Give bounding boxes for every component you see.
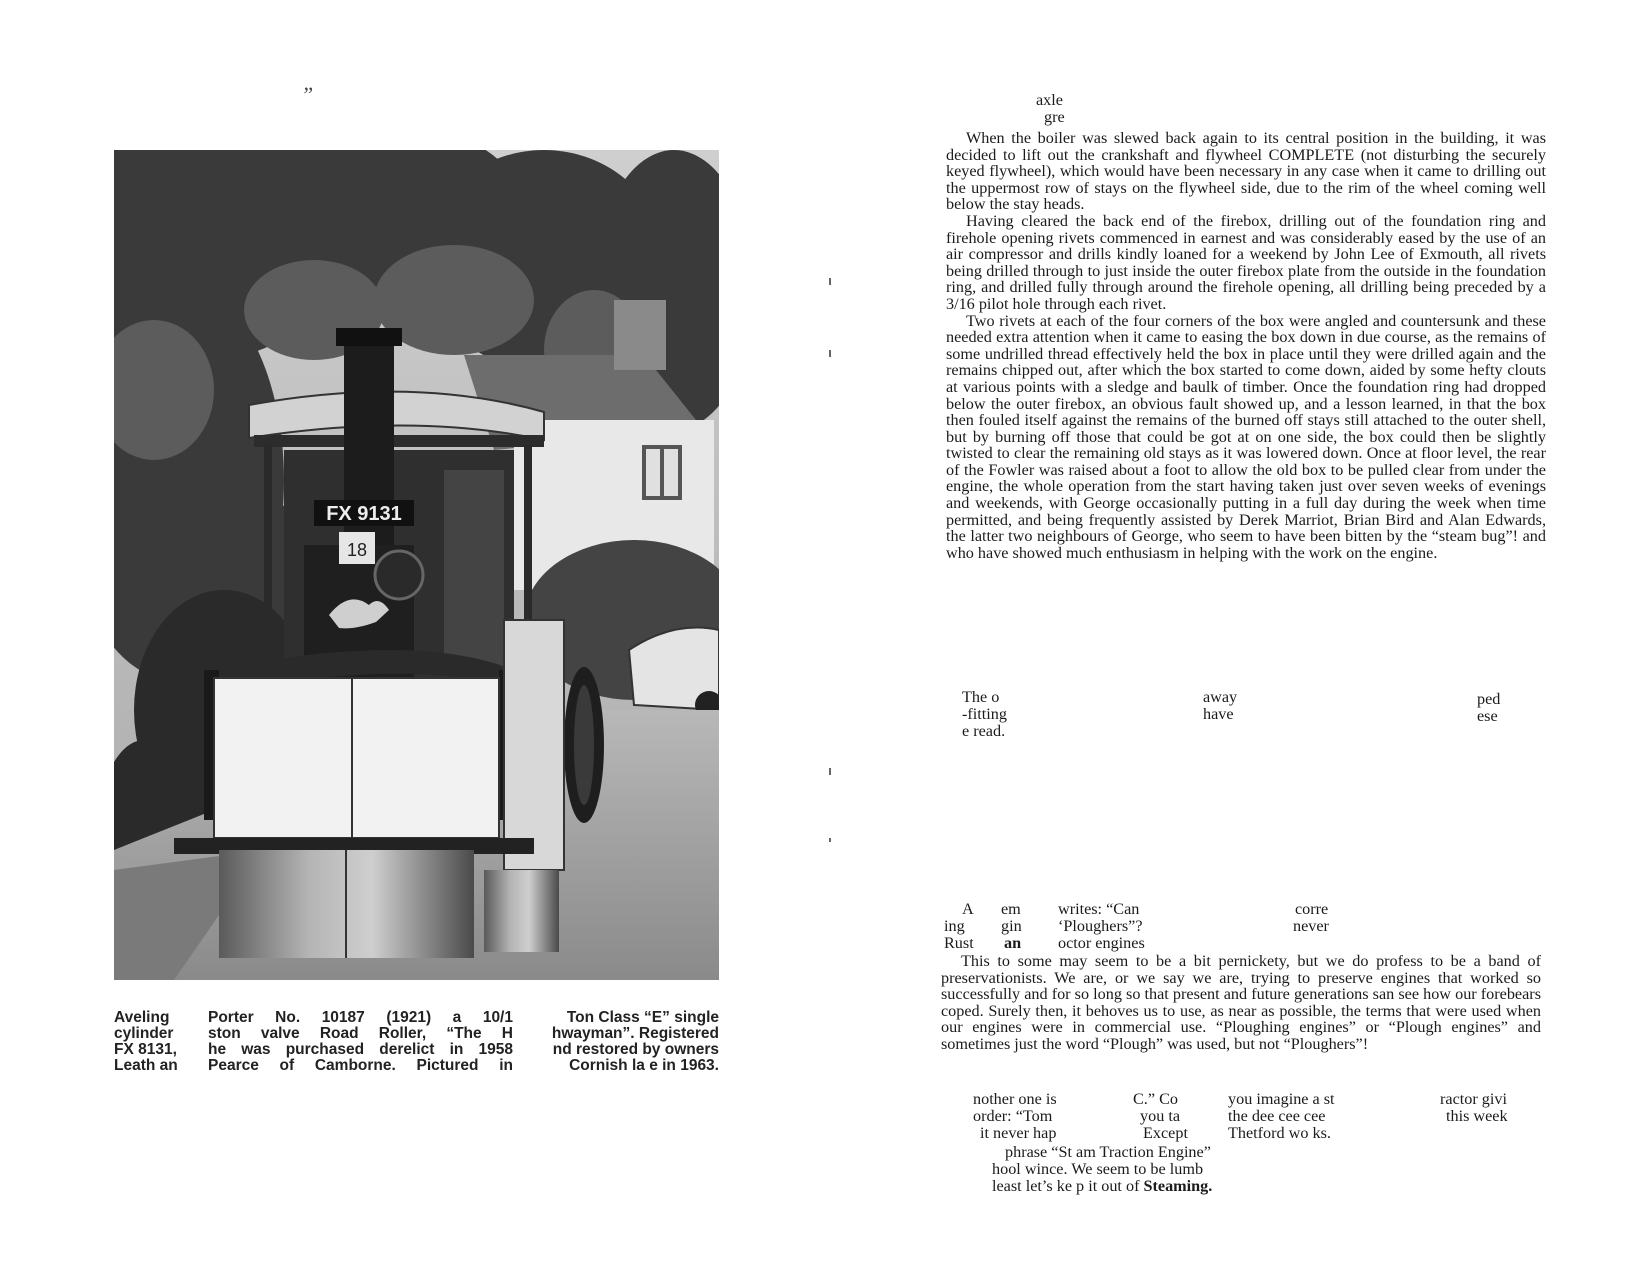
gutter-speck [829,768,831,775]
fragment: ped [1477,690,1501,708]
fragment: never [1293,917,1329,935]
gutter-speck [829,350,831,357]
caption-line [114,1058,719,1074]
paragraph-1: When the boiler was slewed back again to its central position in the building, it was decided to lift out the crankshaft and flywheel COMPLETE (not disturbing the securely keyed flywheel), which would have been necessary in any case when it came to drilling out the uppermost row of stays on the flywheel side, due to the rim of the wheel coming well below the stay heads. [946,129,1546,214]
fragment: A [962,900,974,918]
caption-fragment: Cornish la e in 1963. [569,1057,719,1074]
lower-paragraph: This to some may seem to be a bit pernickety, but we do profess to be a band of preservationists. We are, or we say we are, trying to preserve engines that worked so successfully and for so long so that present and future generations san see how our forebears coped. Surely then, it behoves us to use, as near as possible, the terms that were used when our engines were in commercial use. “Ploughing engines” or “Plough engines” and sometimes just the word “Plough” was used, but not “Ploughers”! [941,952,1541,1053]
caption-line [114,1042,719,1058]
fragment: e read. [962,722,1006,740]
magazine-title: Steaming. [1143,1177,1213,1195]
fragment: gin [1001,917,1022,935]
fragment: hool wince. We seem to be lumb [992,1160,1204,1178]
fragment: it never hap [980,1124,1057,1142]
caption-fragment: Leath an [114,1057,178,1074]
paragraph-2: Having cleared the back end of the firebox, drilling out of the foundation ring and firehole opening rivets commenced in earnest and was considerably eased by the use of an air compressor and drills kindly loaned for a weekend by John Lee of Exmouth, all rivets being drilled through to just inside the outer firebox plate from the outside in the foundation ring, and drilled fully through around the firehole opening, all drilling being preceded by a 3/16 pilot hole through each rivet. [946,211,1546,313]
fragment: ‘Ploughers”? [1058,917,1143,935]
lower-article-body [941,953,1541,1053]
fragment: corre [1295,900,1329,918]
fragment: ractor givi [1440,1090,1507,1108]
fragment: least let’s ke p it out of [992,1177,1144,1195]
caption-fragment: he was purchased derelict in 1958 [208,1041,513,1058]
fragment: octor engines [1058,934,1145,952]
number-badge: 18 [346,540,368,560]
fragment: ese [1477,707,1498,725]
fragment: Except [1143,1124,1188,1142]
fragment: have [1203,705,1234,723]
paragraph-3: Two rivets at each of the four corners of the box were angled and countersunk and these needed extra attention when it came to easing the box down in due course, as the remains of some undrilled thread effectively held the box in place until they were drilled again and the remains chipped out, after which the box started to come down, aided by some hefty clouts at various points with a sledge and baulk of timber. Once the foundation ring had dropped below the outer firebox, an obvious fault showed up, and a lesson learned, in that the box then fouled itself against the remains of the burned off stays still attached to the outer shell, but by burning off those that could be got at on one side, the box could then be slightly twisted to clear the remaining old stays as it was lowered down. Once at floor level, the rear of the Fowler was raised about a foot to allow the old box to be pulled clear from under the engine, the whole operation from the start having taken just over seven weeks of evenings and weekends, with George occasionally putting in a full day during the week when time permitted, and being frequently assisted by Derek Marriot, Brian Bird and Alan Edwards, the latter two neighbours of George, who seem to have been bitten by the “steam bug”! and who have showed much enthusiasm in helping with the work on the engine. [946,311,1546,562]
article-body [946,130,1546,561]
caption-fragment: FX 8131, [114,1041,177,1058]
caption-line [114,1026,719,1042]
fragment: an [1004,934,1022,952]
fragment: you imagine a st [1228,1090,1335,1108]
fragment: The o [962,688,1000,706]
fragment: em [1001,900,1021,918]
gutter-speck [829,278,831,285]
fragment: you ta [1140,1107,1181,1125]
road-roller-illustration [114,150,719,980]
fragment: -fitting [962,705,1007,723]
fragment: nother one is [973,1090,1057,1108]
caption-fragment: nd restored by owners [552,1041,719,1058]
caption-line [114,1010,719,1026]
fragment: Rust [944,934,974,952]
fragment-last-line [992,1178,1212,1195]
fragment: writes: “Can [1058,900,1140,918]
fragment: away [1203,688,1238,706]
fragment-axle: axle [1036,91,1063,109]
stray-quote-mark: ” [301,82,314,107]
caption-fragment: ston valve Road Roller, “The H [208,1025,513,1042]
fragment: phrase “St am Traction Engine” [1005,1143,1211,1161]
fragment: order: “Tom [973,1107,1053,1125]
caption-fragment: Pearce of Camborne. Pictured in [208,1057,513,1074]
fragment: this week [1446,1107,1508,1125]
gutter-speck [829,838,831,842]
caption-fragment: Aveling [114,1009,170,1026]
fragment: Thetford wo ks. [1228,1124,1331,1142]
caption-fragment: hwayman”. Registered [551,1025,719,1042]
caption-fragment: Porter No. 10187 (1921) a 10/1 [208,1009,513,1026]
registration-plate: FX 9131 [326,503,402,525]
fragment-gre: gre [1044,108,1065,126]
photo-caption [114,1010,719,1074]
fragment: ing [944,917,965,935]
fragment: C.” Co [1133,1090,1178,1108]
caption-fragment: cylinder [114,1025,174,1042]
road-roller-photo [114,150,719,980]
caption-fragment: Ton Class “E” single [566,1009,719,1026]
fragment: the dee cee cee [1228,1107,1326,1125]
